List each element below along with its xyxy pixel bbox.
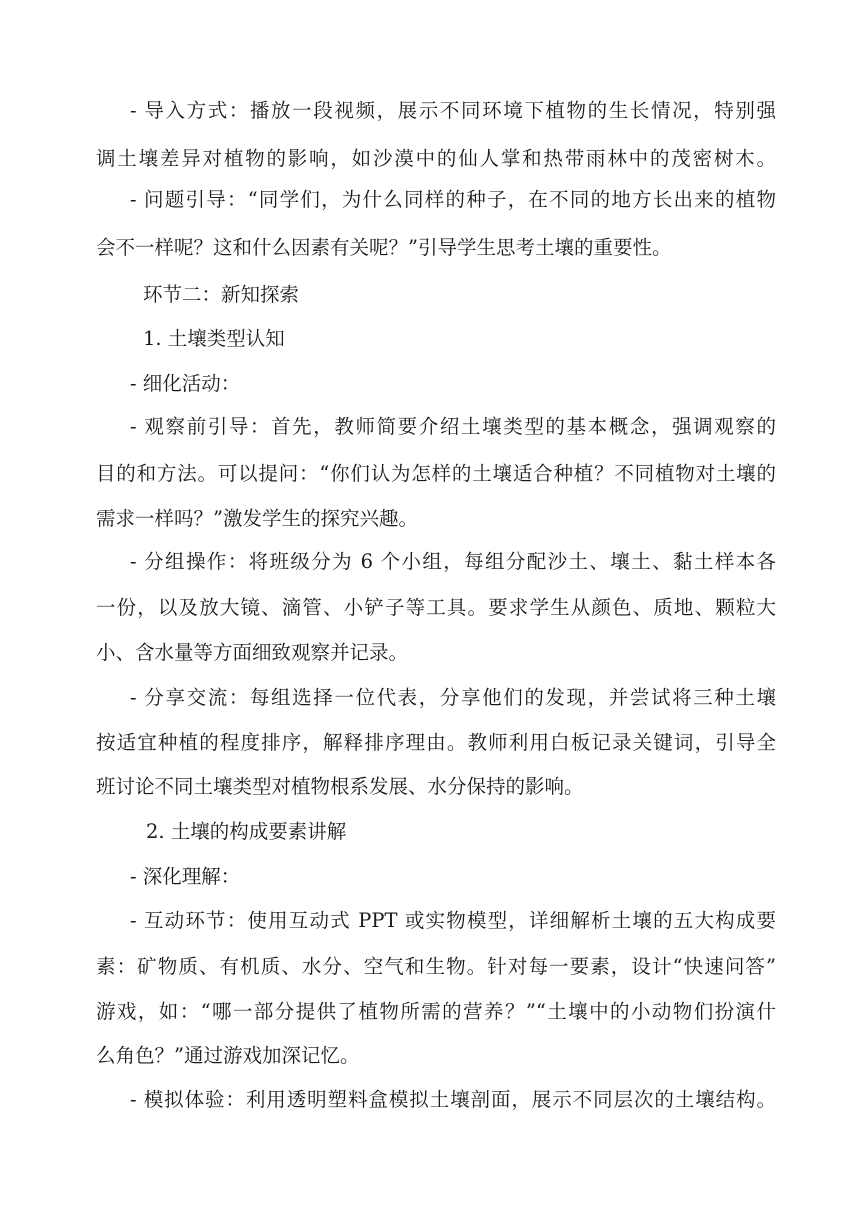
paragraph-line: 调土壤差异对植物的影响，如沙漠中的仙人掌和热带雨林中的茂密树木。 <box>96 147 776 170</box>
paragraph-line: 按适宜种植的程度排序，解释排序理由。教师利用白板记录关键词，引导全 <box>96 731 776 754</box>
subsection-heading: 1. 土壤类型认知 <box>143 327 285 350</box>
paragraph-line: - 分组操作：将班级分为 6 个小组，每组分配沙土、壤土、黏土样本各 <box>130 550 776 573</box>
paragraph-line: - 问题引导：“同学们，为什么同样的种子，在不同的地方长出来的植物 <box>130 188 776 211</box>
paragraph-line: - 模拟体验：利用透明塑料盒模拟土壤剖面，展示不同层次的土壤结构。 <box>130 1088 776 1111</box>
paragraph-line: 游戏，如：“哪一部分提供了植物所需的营养？”“土壤中的小动物们扮演什 <box>96 1000 776 1023</box>
paragraph-line: 需求一样吗？”激发学生的探究兴趣。 <box>96 507 418 530</box>
section-heading: 环节二：新知探索 <box>143 283 300 306</box>
paragraph-line: 么角色？”通过游戏加深记忆。 <box>96 1044 360 1067</box>
paragraph-line: - 细化活动： <box>130 372 241 395</box>
paragraph-line: - 观察前引导：首先，教师简要介绍土壤类型的基本概念，强调观察的 <box>130 415 776 438</box>
paragraph-line: 班讨论不同土壤类型对植物根系发展、水分保持的影响。 <box>96 775 584 798</box>
paragraph-line: 小、含水量等方面细致观察并记录。 <box>96 641 409 664</box>
paragraph-line: - 分享交流：每组选择一位代表，分享他们的发现，并尝试将三种土壤 <box>130 686 776 709</box>
paragraph-line: 会不一样呢？这和什么因素有关呢？”引导学生思考土壤的重要性。 <box>96 236 672 259</box>
paragraph-line: - 互动环节：使用互动式 PPT 或实物模型，详细解析土壤的五大构成要 <box>130 909 776 932</box>
subsection-heading: 2. 土壤的构成要素讲解 <box>146 820 347 843</box>
paragraph-line: - 导入方式：播放一段视频，展示不同环境下植物的生长情况，特别强 <box>130 99 776 122</box>
paragraph-line: 素：矿物质、有机质、水分、空气和生物。针对每一要素，设计“快速问答” <box>96 955 776 978</box>
paragraph-line: 一份，以及放大镜、滴管、小铲子等工具。要求学生从颜色、质地、颗粒大 <box>96 596 776 619</box>
paragraph-line: 目的和方法。可以提问：“你们认为怎样的土壤适合种植？不同植物对土壤的 <box>96 462 776 485</box>
paragraph-line: - 深化理解： <box>130 865 241 888</box>
